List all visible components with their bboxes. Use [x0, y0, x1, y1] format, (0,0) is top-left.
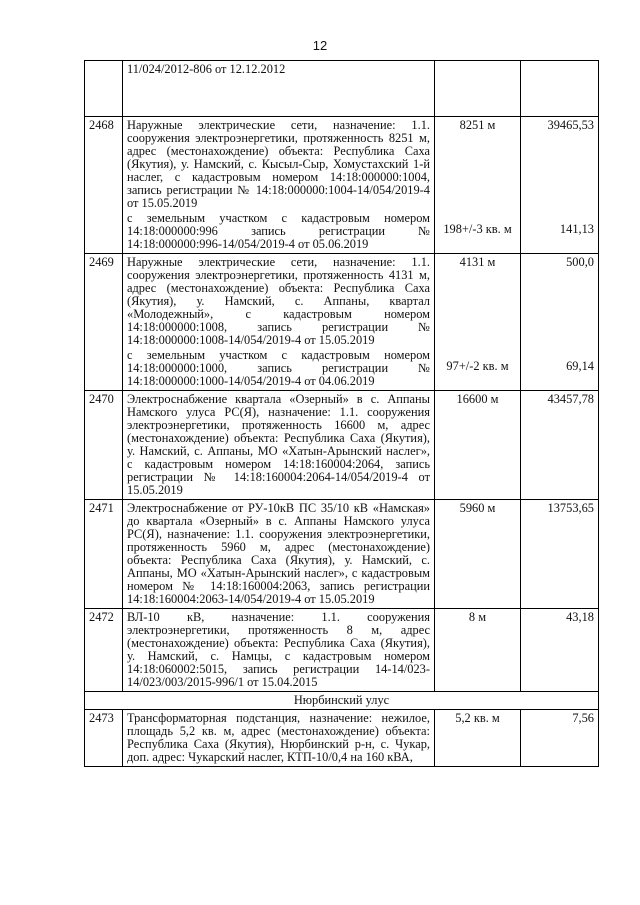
row-description [123, 609, 435, 692]
row-quantity [435, 117, 521, 254]
land-plot-text: с земельным участком с кадастровым номером 14:18:000000:1000, запись регистрации № 14:18:000000:1000-14/054/2019-4 от 04.06.2019 [127, 348, 430, 388]
section-row [85, 692, 599, 710]
description-text: Трансформаторная подстанция, назначение: нежилое, площадь 5,2 кв. м, адрес (местонахождение) объекта: Республика Саха (Якутия), Нюрбинский р-н, с. Чукар, доп. адрес: Чукарский наслег, КТП-10/0,4 на 160 кВА, [127, 711, 430, 764]
row-number: 2473 [85, 710, 123, 767]
property-registry-table [84, 60, 599, 767]
page-number: 12 [312, 38, 328, 53]
value-main: 39465,53 [547, 118, 594, 132]
value-land: 141,13 [559, 222, 594, 236]
table-row [85, 391, 599, 500]
row-quantity: 16600 м [435, 391, 521, 500]
row-quantity: 5,2 кв. м [435, 710, 521, 767]
table-row [85, 500, 599, 609]
row-description [123, 391, 435, 500]
quantity-main: 4131 м [459, 255, 496, 269]
row-value [521, 254, 599, 391]
row-number: 2469 [85, 254, 123, 391]
table-row [85, 117, 599, 254]
land-plot-text: с земельным участком с кадастровым номером 14:18:000000:996 запись регистрации № 14:18:000000:996-14/054/2019-4 от 05.06.2019 [127, 211, 430, 251]
row-value: 43,18 [521, 609, 599, 692]
description-text: 11/024/2012-806 от 12.12.2012 [127, 62, 286, 76]
row-value: 7,56 [521, 710, 599, 767]
table-row [85, 254, 599, 391]
quantity-land: 97+/-2 кв. м [446, 359, 509, 373]
row-value: 43457,78 [521, 391, 599, 500]
row-value: 13753,65 [521, 500, 599, 609]
row-quantity: 5960 м [435, 500, 521, 609]
quantity-land: 198+/-3 кв. м [443, 222, 512, 236]
quantity-main: 8251 м [459, 118, 496, 132]
row-quantity [435, 254, 521, 391]
description-text: Электроснабжение квартала «Озерный» в с. Аппаны Намского улуса РС(Я), назначение: 1.1. сооружения электроэнергетики, протяженность 16600 м, адрес (местонахождение) объекта: Республика Саха (Якутия), у. Намский, с. Аппаны, МО «Хатын-Арынский наслег», с кадастровым номером 14:18:160004:2064, запись регистрации № 14:18:160004:2064-14/054/2019-4 от 15.05.2019 [127, 392, 430, 497]
row-number: 2472 [85, 609, 123, 692]
row-number: 2470 [85, 391, 123, 500]
table-row [85, 710, 599, 767]
row-description [123, 117, 435, 254]
row-value [521, 61, 599, 117]
value-main: 500,0 [566, 255, 594, 269]
row-description [123, 710, 435, 767]
row-quantity: 8 м [435, 609, 521, 692]
table-row [85, 61, 599, 117]
row-value [521, 117, 599, 254]
row-description [123, 500, 435, 609]
section-title: Нюрбинский улус [85, 692, 599, 710]
description-text: Электроснабжение от РУ-10кВ ПС 35/10 кВ «Намская» до квартала «Озерный» в с. Аппаны Намского улуса РС(Я), назначение: 1.1. сооружения электроэнергетики, протяженность 5960 м, адрес (местонахождение) объекта: Республика Саха (Якутия), у. Намский, с. Аппаны, МО «Хатын-Арынский наслег», с кадастровым номером № 14:18:160004:2063, запись регистрации 14:18:160004:2063-14/054/2019-4 от 15.05.2019 [127, 501, 430, 606]
description-text: Наружные электрические сети, назначение: 1.1. сооружения электроэнергетики, протяженность 8251 м, адрес (местонахождение) объекта: Республика Саха (Якутия), у. Намский, с. Кысыл-Сыр, Хомустахский 1-й наслег, с кадастровым номером 14:18:000000:1004, запись регистрации № 14:18:000000:1004-14/054/2019-4 от 15.05.2019 [127, 118, 430, 210]
row-description [123, 61, 435, 117]
row-quantity [435, 61, 521, 117]
value-land: 69,14 [566, 359, 594, 373]
description-text: ВЛ-10 кВ, назначение: 1.1. сооружения электроэнергетики, протяженность 8 м, адрес (местонахождение) объекта: Республика Саха (Якутия), у. Намский, с. Намцы, с кадастровым номером 14:18:060002:5015, запись регистрации 14-14/023-14/023/003/2015-996/1 от 15.04.2015 [127, 610, 430, 689]
row-number: 2471 [85, 500, 123, 609]
description-text: Наружные электрические сети, назначение: 1.1. сооружения электроэнергетики, протяженность 4131 м, адрес (местонахождение) объекта: Республика Саха (Якутия), у. Намский, с. Аппаны, квартал «Молодежный», с кадастровым номером 14:18:000000:1008, запись регистрации № 14:18:000000:1008-14/054/2019-4 от 15.05.2019 [127, 255, 430, 347]
row-number: 2468 [85, 117, 123, 254]
table-row [85, 609, 599, 692]
row-description [123, 254, 435, 391]
row-number [85, 61, 123, 117]
